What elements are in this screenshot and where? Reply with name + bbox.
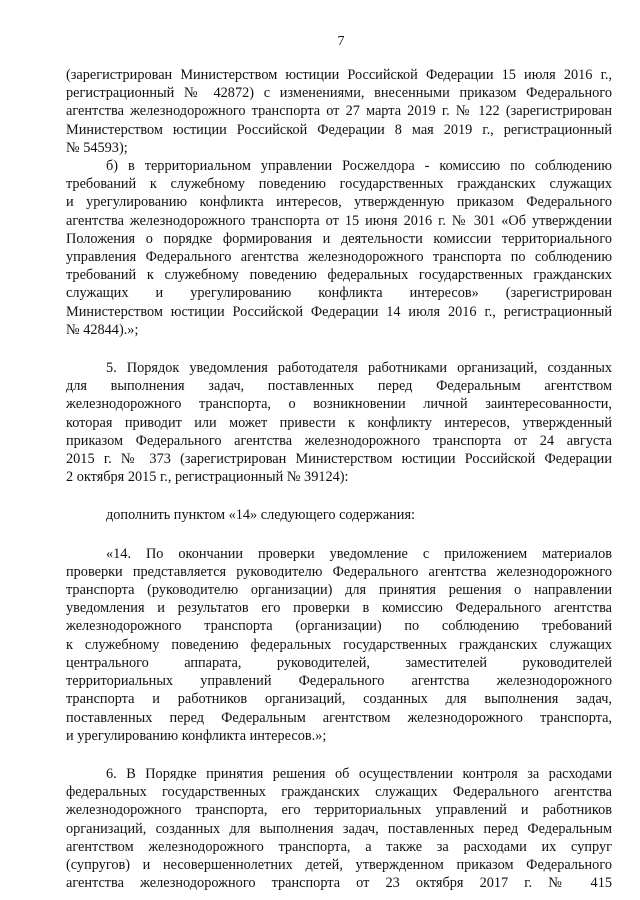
- text-line: и урегулированию конфликта интересов, утвержденную приказом Федерального: [66, 194, 612, 211]
- document-body: [66, 66, 612, 892]
- text-line: агентства железнодорожного транспорта от 27 марта 2019 г. № 122 (зарегистрирован: [66, 103, 612, 120]
- paragraph-item-b: [66, 157, 612, 339]
- paragraph-continuation: [66, 66, 612, 157]
- text-line: поставленных перед Федеральным агентством железнодорожного транспорта,: [66, 709, 612, 726]
- text-line: и урегулированию конфликта интересов.»;: [66, 727, 327, 744]
- text-line: (зарегистрирован Министерством юстиции Российской Федерации 15 июля 2016 г.,: [66, 67, 612, 83]
- paragraph-item-5: [66, 359, 612, 486]
- text-line: 2 октября 2015 г., регистрационный № 39124):: [66, 469, 349, 486]
- text-line: № 54593);: [66, 139, 128, 156]
- text-line: федеральных государственных гражданских служащих Федерального агентства: [66, 784, 612, 801]
- text-line: б) в территориальном управлении Росжелдора - комиссию по соблюдению: [106, 158, 612, 175]
- text-line: агентства железнодорожного транспорта от 23 октября 2017 г. № 415: [66, 875, 612, 892]
- text-line: транспорта (руководителю организации) для принятия решения о направлении: [66, 582, 612, 599]
- text-line: железнодорожного транспорта, его территориальных управлений и работников: [66, 802, 612, 819]
- text-line: дополнить пунктом «14» следующего содержания:: [106, 507, 415, 524]
- text-line: железнодорожного транспорта (организации) по соблюдению требований: [66, 618, 612, 635]
- text-line: 6. В Порядке принятия решения об осуществлении контроля за расходами: [106, 765, 612, 782]
- page-number: 7: [337, 34, 345, 49]
- text-line: проверки представляется руководителю Федерального агентства железнодорожного: [66, 563, 612, 580]
- text-line: Положения о порядке формирования и деятельности комиссии территориального: [66, 230, 612, 247]
- text-line: 2015 г. № 373 (зарегистрирован Министерством юстиции Российской Федерации: [66, 451, 612, 468]
- text-line: центрального аппарата, руководителей, заместителей руководителей: [66, 654, 612, 671]
- text-line: Министерством юстиции Российской Федерации 14 июля 2016 г., регистрационный: [66, 303, 612, 320]
- text-line: организаций, созданных для выполнения задач, поставленных перед Федеральным: [66, 820, 612, 837]
- paragraph-spacer: [66, 486, 612, 506]
- paragraph-item-6: [66, 765, 612, 892]
- paragraph-spacer: [66, 339, 612, 359]
- paragraph-spacer: [66, 745, 612, 765]
- text-line: требований к служебному поведению федеральных государственных гражданских: [66, 267, 612, 284]
- text-line: управления Федерального агентства железнодорожного транспорта по соблюдению: [66, 249, 612, 266]
- text-line: которая приводит или может привести к конфликту интересов, утвержденный: [66, 414, 612, 431]
- text-line: агентством железнодорожного транспорта, а также за расходами их супруг: [66, 838, 612, 855]
- text-line: 5. Порядок уведомления работодателя работниками организаций, созданных: [106, 360, 612, 377]
- text-line: территориальных управлений Федерального агентства железнодорожного: [66, 673, 612, 690]
- text-line: агентства железнодорожного транспорта от 15 июня 2016 г. № 301 «Об утверждении: [66, 212, 612, 229]
- text-line: уведомления и результатов его проверки в комиссию Федерального агентства: [66, 600, 612, 617]
- text-line: к служебному поведению федеральных государственных гражданских служащих: [66, 636, 612, 653]
- text-line: для выполнения задач, поставленных перед Федеральным агентством: [66, 378, 612, 395]
- text-line: требований к служебному поведению государственных гражданских служащих: [66, 176, 612, 193]
- text-line: Министерством юстиции Российской Федерации 8 мая 2019 г., регистрационный: [66, 121, 612, 138]
- text-line: «14. По окончании проверки уведомление с приложением материалов: [106, 545, 612, 562]
- text-line: (супругов) и несовершеннолетних детей, утвержденном приказом Федерального: [66, 856, 612, 873]
- text-line: служащих и урегулированию конфликта интересов» (зарегистрирован: [66, 285, 612, 302]
- text-line: регистрационный № 42872) с изменениями, внесенными приказом Федерального: [66, 85, 612, 102]
- text-line: приказом Федерального агентства железнодорожного транспорта от 24 августа: [66, 432, 612, 449]
- text-line: железнодорожного транспорта, о возникновении личной заинтересованности,: [66, 396, 612, 413]
- text-line: транспорта и работников организаций, созданных для выполнения задач,: [66, 691, 612, 708]
- paragraph-item-14: [66, 545, 612, 745]
- paragraph-supplement: [66, 506, 612, 524]
- text-line: № 42844).»;: [66, 321, 139, 338]
- paragraph-spacer: [66, 525, 612, 545]
